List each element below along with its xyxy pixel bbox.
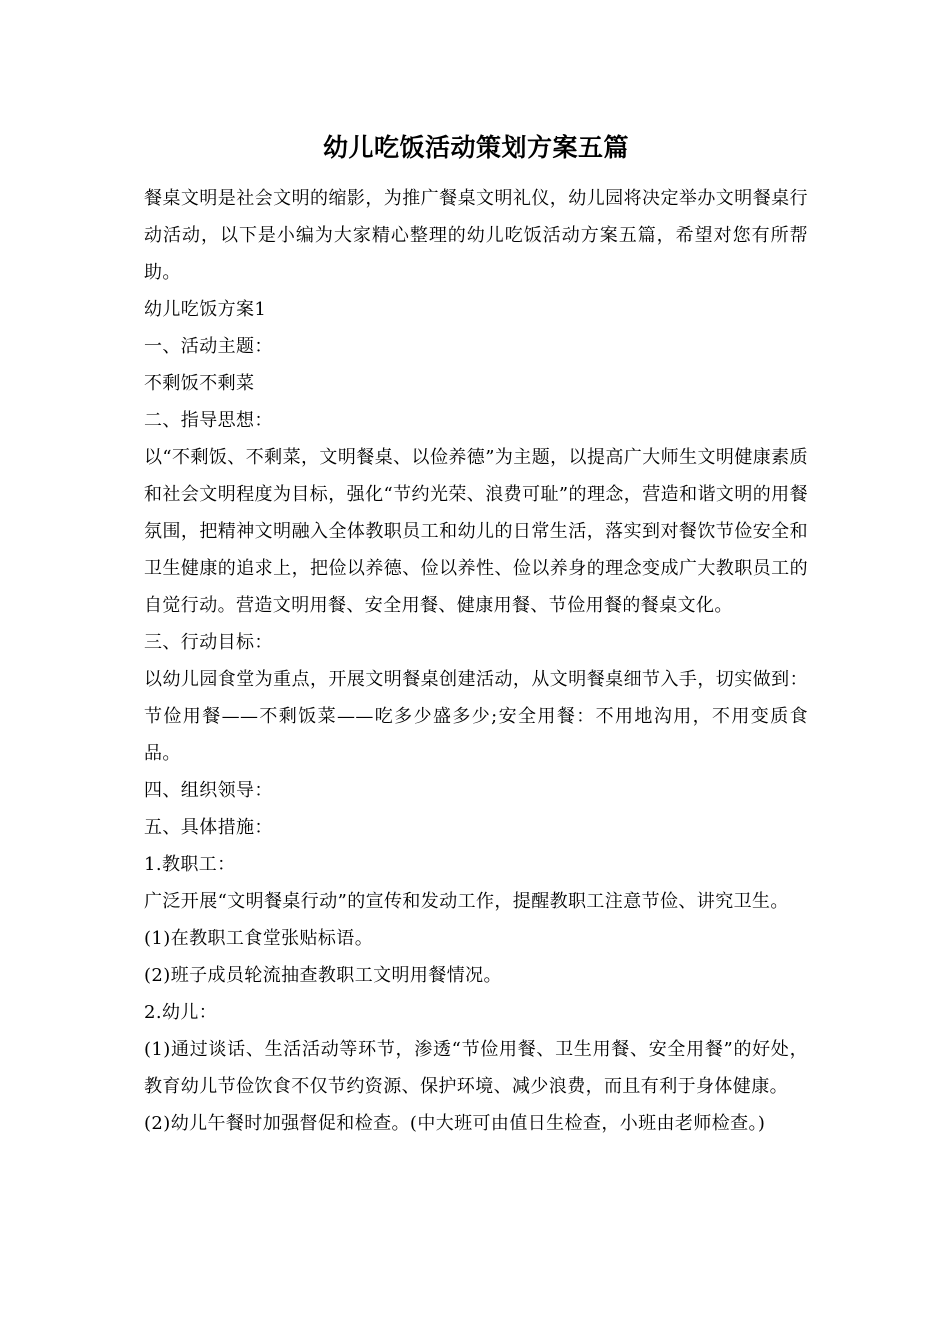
section-heading-theme: 一、活动主题： xyxy=(144,336,273,357)
plan-heading: 幼儿吃饭方案1 xyxy=(144,299,267,320)
section-heading-goals: 三、行动目标： xyxy=(144,632,273,653)
subheading-children: 2.幼儿： xyxy=(144,1002,218,1023)
children-item-1: (1)通过谈话、生活活动等环节，渗透“节俭用餐、卫生用餐、安全用餐”的好处，教育幼儿节俭饮食不仅节约资源、保护环境、减少浪费，而且有利于身体健康。 xyxy=(144,1039,808,1097)
section-heading-guiding-idea: 二、指导思想： xyxy=(144,410,273,431)
intro-paragraph: 餐桌文明是社会文明的缩影，为推广餐桌文明礼仪，幼儿园将决定举办文明餐桌行动活动，以下是小编为大家精心整理的幼儿吃饭活动方案五篇，希望对您有所帮助。 xyxy=(144,188,808,283)
document-body xyxy=(144,128,808,1142)
staff-item-1: (1)在教职工食堂张贴标语。 xyxy=(144,928,374,949)
goals-text: 以幼儿园食堂为重点，开展文明餐桌创建活动，从文明餐桌细节入手，切实做到：节俭用餐——不剩饭菜——吃多少盛多少;安全用餐：不用地沟用，不用变质食品。 xyxy=(144,669,808,764)
theme-text: 不剩饭不剩菜 xyxy=(144,373,255,394)
staff-item-2: (2)班子成员轮流抽查教职工文明用餐情况。 xyxy=(144,965,502,986)
section-heading-measures: 五、具体措施： xyxy=(144,817,273,838)
staff-text: 广泛开展“文明餐桌行动”的宣传和发动工作，提醒教职工注意节俭、讲究卫生。 xyxy=(144,891,789,912)
document-title: 幼儿吃饭活动策划方案五篇 xyxy=(322,133,629,162)
subheading-staff: 1.教职工： xyxy=(144,854,236,875)
guiding-idea-text: 以“不剩饭、不剩菜，文明餐桌、以俭养德”为主题，以提高广大师生文明健康素质和社会文明程度为目标，强化“节约光荣、浪费可耻”的理念，营造和谐文明的用餐氛围，把精神文明融入全体教职员工和幼儿的日常生活，落实到对餐饮节俭安全和卫生健康的追求上，把俭以养德、俭以养性、俭以养身的理念变成广大教职员工的自觉行动。营造文明用餐、安全用餐、健康用餐、节俭用餐的餐桌文化。 xyxy=(144,447,808,616)
section-heading-leadership: 四、组织领导： xyxy=(144,780,273,801)
children-item-2: (2)幼儿午餐时加强督促和检查。(中大班可由值日生检查，小班由老师检查。) xyxy=(144,1113,766,1134)
